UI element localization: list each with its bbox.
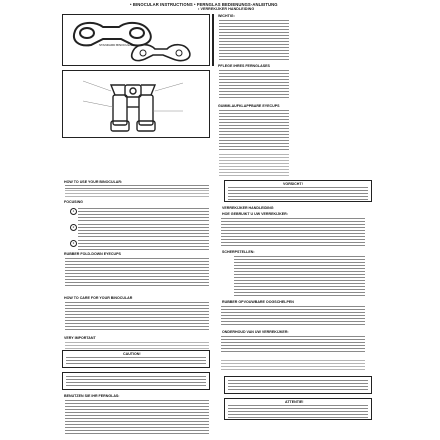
section-heading: VERY IMPORTANT bbox=[64, 336, 96, 340]
text-lines bbox=[78, 208, 209, 222]
binocular-illustration bbox=[63, 15, 209, 65]
text-lines bbox=[234, 256, 365, 296]
text-lines bbox=[78, 240, 209, 250]
step-number: 3 bbox=[70, 240, 77, 247]
section-heading: HOW TO CARE FOR YOUR BINOCULAR bbox=[64, 296, 133, 300]
text-lines bbox=[66, 357, 206, 366]
compact-binocular-illustration bbox=[63, 71, 209, 137]
text-lines bbox=[219, 20, 289, 60]
section-heading: WICHTIG: bbox=[218, 14, 235, 18]
section-heading: RUBBER FOLD-DOWN EYECUPS bbox=[64, 252, 121, 256]
document-title bbox=[130, 2, 360, 12]
text-lines bbox=[219, 110, 289, 150]
section-care bbox=[62, 296, 212, 334]
caution-box-2 bbox=[62, 372, 210, 390]
section-benutzen bbox=[62, 394, 212, 438]
text-lines bbox=[65, 342, 209, 350]
text-lines bbox=[228, 405, 368, 418]
attentie-box bbox=[224, 398, 372, 420]
text-lines bbox=[65, 190, 209, 198]
text-lines bbox=[65, 302, 209, 332]
step-number: 2 bbox=[70, 224, 77, 231]
figure-compact-binocular bbox=[62, 70, 210, 138]
caution-heading: CAUTION! bbox=[123, 352, 141, 356]
focusing-steps bbox=[62, 206, 212, 252]
text-lines bbox=[221, 306, 365, 326]
section-heading: PFLEGE IHRES FERNGLASES bbox=[218, 64, 270, 68]
subtitle-text: • VERREKIJKER HANDLEIDING bbox=[198, 7, 255, 11]
section-heading: HOW TO USE YOUR BINOCULAR: bbox=[64, 180, 123, 184]
section-heading: BENUTZEN SIE IHR FERNGLAS: bbox=[64, 394, 120, 398]
text-lines bbox=[66, 376, 206, 388]
section-eyecups bbox=[62, 252, 212, 292]
dutch-section bbox=[218, 206, 368, 356]
text-lines bbox=[221, 360, 365, 372]
section-heading: FOCUSING bbox=[64, 200, 83, 204]
text-lines bbox=[228, 380, 368, 392]
figure-standard-binocular bbox=[62, 14, 210, 66]
section-heading: SCHERPSTELLEN: bbox=[222, 250, 255, 254]
attentie-heading: ATTENTIE! bbox=[285, 400, 304, 404]
text-lines bbox=[219, 70, 289, 100]
middle-column-top bbox=[216, 12, 292, 180]
figure-label: STANDARD BINOCULAR bbox=[99, 43, 134, 47]
dutch-important bbox=[218, 358, 368, 374]
figure-1-bracket bbox=[212, 14, 214, 66]
section-heading: ONDERHOUD VAN UW VERREKIJKER: bbox=[222, 330, 289, 334]
text-lines bbox=[228, 187, 368, 200]
section-heading: GUMMI-AUFKLAPPBARE EYECUPS bbox=[218, 104, 280, 108]
caution-box bbox=[62, 350, 210, 368]
section-heading: HOE GEBRUIKT U UW VERREKIJKER: bbox=[222, 212, 288, 216]
text-lines bbox=[221, 218, 365, 246]
title-text: • BINOCULAR INSTRUCTIONS • FERNGLAS BEDIENUNGS-ANLEITUNG bbox=[130, 2, 278, 7]
section-very-important bbox=[62, 336, 212, 350]
section-how-to-use bbox=[62, 180, 212, 190]
text-lines bbox=[65, 185, 209, 189]
step-number: 1 bbox=[70, 208, 77, 215]
section-heading: RUBBER OPVOUWBARE OOGSCHELPEN bbox=[222, 300, 294, 304]
text-lines bbox=[219, 154, 289, 178]
section-heading: VERREKIJKER HANDLEIDING bbox=[222, 206, 274, 210]
text-lines bbox=[65, 258, 209, 288]
para-1 bbox=[62, 190, 212, 198]
text-lines bbox=[78, 224, 209, 238]
vorsicht-heading: VORSICHT! bbox=[283, 182, 303, 186]
attentie-box-top bbox=[224, 376, 372, 394]
text-lines bbox=[221, 336, 365, 354]
vorsicht-box bbox=[224, 180, 372, 202]
text-lines bbox=[65, 400, 209, 434]
